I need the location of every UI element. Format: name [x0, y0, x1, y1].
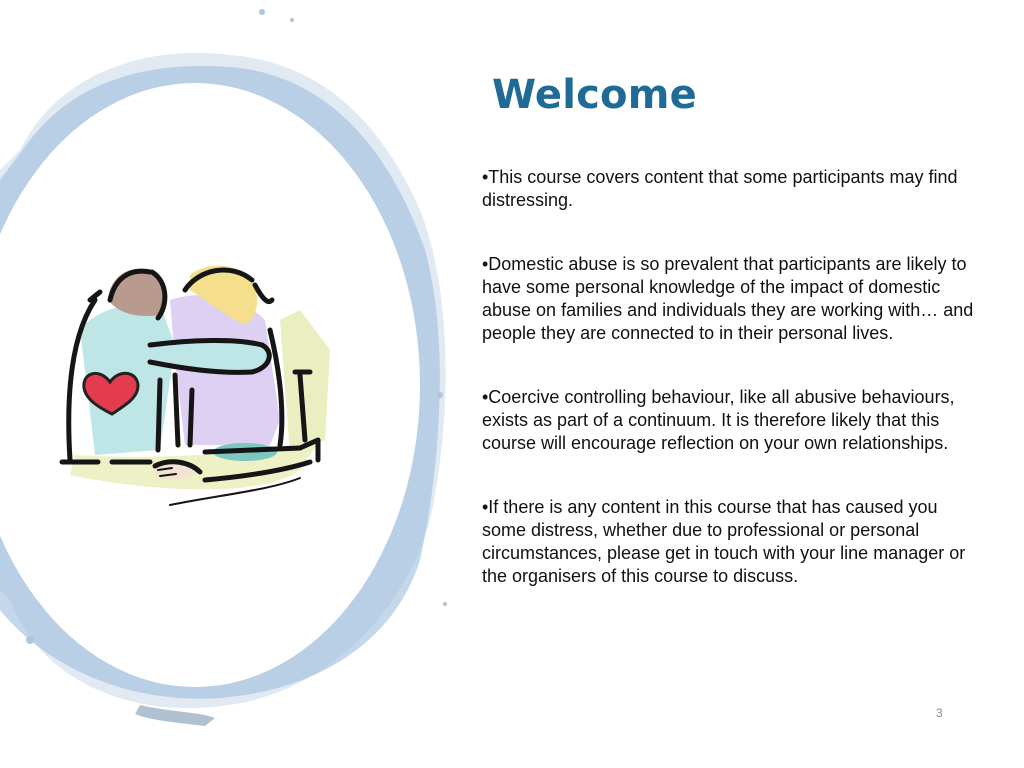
bullet-item: •This course covers content that some participants may find distressing.: [482, 167, 958, 210]
page-number: 3: [936, 706, 943, 720]
slide-title: Welcome: [492, 72, 697, 118]
bullet-item: •If there is any content in this course that has caused you some distress, whether due to professional or personal circumstances, please get in touch with your line manager or the organisers of this course to discuss.: [482, 497, 966, 586]
hug-illustration: [0, 0, 470, 768]
bullet-item: •Domestic abuse is so prevalent that participants are likely to have some personal knowledge of the impact of domestic abuse on families and individuals they are working with… and people they are connected to in their personal lives.: [482, 254, 974, 343]
bullet-item: •Coercive controlling behaviour, like all abusive behaviours, exists as part of a continuum. It is therefore likely that this course will encourage reflection on your own relationships.: [482, 387, 955, 453]
bullet-list: [482, 166, 982, 629]
